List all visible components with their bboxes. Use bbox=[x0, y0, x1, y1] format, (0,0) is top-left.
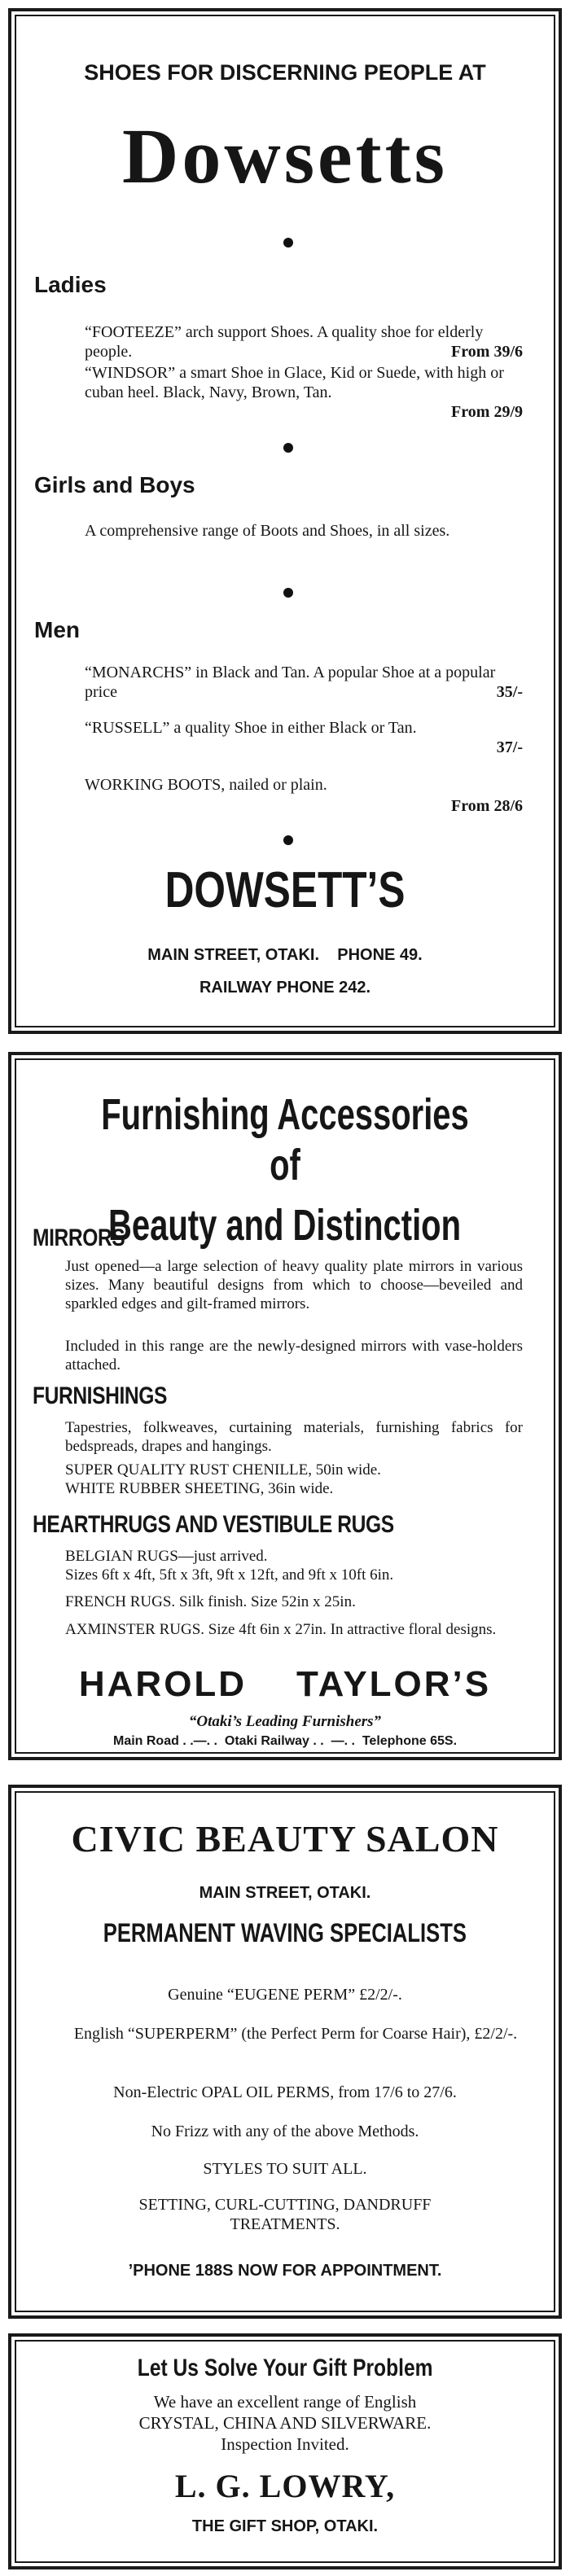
salon-phone: ’PHONE 188S NOW FOR APPOINTMENT. bbox=[128, 2262, 442, 2280]
furnishings-heading: FURNISHINGS bbox=[33, 1382, 167, 1409]
men-item-russell bbox=[85, 718, 523, 757]
taylors-title-line1: Furnishing Accessories of bbox=[101, 1090, 469, 1189]
mirrors-text-1: Just opened—a large selection of heavy quality plate mirrors in various sizes. Many beautiful designs from which to choose—beveiled and sparkled edges and gilt-framed mirrors. bbox=[65, 1258, 523, 1312]
furnishings-text-1: Tapestries, folkweaves, curtaining materials, furnishing fabrics for bedspreads, drapes and hangings. bbox=[65, 1419, 523, 1455]
lowry-shop: THE GIFT SHOP, OTAKI. bbox=[191, 2517, 379, 2535]
bullet-icon bbox=[283, 835, 293, 845]
working-boots-price: From 28/6 bbox=[451, 797, 523, 815]
lowry-line-3: Inspection Invited. bbox=[221, 2434, 349, 2454]
salon-line-2: English “SUPERPERM” (the Perfect Perm for Coarse Hair), £2/2/-. bbox=[73, 2025, 518, 2043]
salon-line-6: SETTING, CURL-CUTTING, DANDRUFF TREATMENTS. bbox=[138, 2196, 432, 2233]
dowsetts-railway: RAILWAY PHONE 242. bbox=[199, 979, 371, 997]
russell-price: 37/- bbox=[496, 738, 523, 756]
salon-line-1: Genuine “EUGENE PERM” £2/2/-. bbox=[168, 1986, 402, 2004]
mirrors-heading: MIRRORS bbox=[33, 1224, 125, 1251]
bullet-icon bbox=[283, 588, 293, 598]
dowsetts-address: MAIN STREET, OTAKI. PHONE 49. bbox=[147, 946, 423, 964]
girls-boys-heading: Girls and Boys bbox=[34, 472, 195, 497]
furnishings-text-3: WHITE RUBBER SHEETING, 36in wide. bbox=[65, 1480, 334, 1497]
russell-text: “RUSSELL” a quality Shoe in either Black or Tan. bbox=[85, 719, 417, 737]
men-heading: Men bbox=[34, 617, 80, 642]
salon-line-3: Non-Electric OPAL OIL PERMS, from 17/6 to 27/6. bbox=[113, 2083, 457, 2101]
monarchs-price: 35/- bbox=[496, 683, 523, 701]
lowry-ad bbox=[8, 2333, 562, 2569]
taylors-tagline: “Otaki’s Leading Furnishers” bbox=[188, 1713, 382, 1730]
bullet-icon bbox=[283, 443, 293, 453]
ladies-heading: Ladies bbox=[34, 272, 107, 297]
ladies-item-footeeze bbox=[85, 322, 523, 361]
salon-address: MAIN STREET, OTAKI. bbox=[199, 1884, 371, 1902]
windsor-text: “WINDSOR” a smart Shoe in Glace, Kid or Suede, with high or cuban heel. Black, Navy, Brown, Tan. bbox=[85, 364, 504, 401]
lowry-line-2: CRYSTAL, CHINA AND SILVERWARE. bbox=[138, 2413, 432, 2433]
rugs-text-2: Sizes 6ft x 4ft, 5ft x 3ft, 9ft x 12ft, and 9ft x 10ft 6in. bbox=[65, 1566, 394, 1584]
ladies-item-windsor bbox=[85, 363, 523, 422]
salon-specialists bbox=[11, 1918, 559, 1948]
mirrors-text-2: Included in this range are the newly-designed mirrors with vase-holders attached. bbox=[65, 1338, 523, 1373]
men-item-monarchs bbox=[85, 663, 523, 702]
working-boots-text: WORKING BOOTS, nailed or plain. bbox=[85, 776, 327, 794]
salon-title: CIVIC BEAUTY SALON bbox=[71, 1818, 499, 1860]
taylors-title-line2: Beauty and Distinction bbox=[108, 1201, 462, 1250]
salon-specialists-text: PERMANENT WAVING SPECIALISTS bbox=[103, 1918, 467, 1947]
furnishings-text-2: SUPER QUALITY RUST CHENILLE, 50in wide. bbox=[65, 1461, 381, 1479]
salon-line-4: No Frizz with any of the above Methods. bbox=[151, 2123, 419, 2140]
girls-boys-text: A comprehensive range of Boots and Shoes, in all sizes. bbox=[85, 522, 450, 540]
rugs-text-4: AXMINSTER RUGS. Size 4ft 6in x 27in. In attractive floral designs. bbox=[65, 1621, 497, 1638]
dowsetts-company-text: DOWSETT’S bbox=[164, 862, 406, 918]
dowsetts-company bbox=[11, 860, 559, 922]
lowry-line-1: We have an excellent range of English bbox=[153, 2392, 417, 2412]
rugs-text-3: FRENCH RUGS. Silk finish. Size 52in x 25in. bbox=[65, 1593, 356, 1610]
rugs-text-1: BELGIAN RUGS—just arrived. bbox=[65, 1548, 268, 1565]
lowry-name: L. G. LOWRY, bbox=[174, 2468, 396, 2504]
monarchs-text: “MONARCHS” in Black and Tan. A popular Shoe at a popular price bbox=[85, 664, 496, 701]
taylors-company: HAROLD TAYLOR’S bbox=[78, 1664, 492, 1704]
footeeze-text: “FOOTEEZE” arch support Shoes. A quality shoe for elderly people. bbox=[85, 323, 484, 361]
footeeze-price: From 39/6 bbox=[451, 343, 523, 361]
salon-ad bbox=[8, 1785, 562, 2319]
salon-line-5: STYLES TO SUIT ALL. bbox=[203, 2160, 367, 2178]
dowsetts-brand: Dowsetts bbox=[122, 112, 448, 199]
lowry-title-text: Let Us Solve Your Gift Problem bbox=[137, 2355, 433, 2381]
taylors-footer: Main Road . .—. . Otaki Railway . . —. . Telephone 65S. bbox=[112, 1734, 458, 1748]
windsor-price: From 29/9 bbox=[451, 403, 523, 421]
bullet-icon bbox=[283, 238, 293, 248]
dowsetts-ad bbox=[8, 8, 562, 1034]
dowsetts-intro: SHOES FOR DISCERNING PEOPLE AT bbox=[84, 60, 486, 85]
taylors-ad bbox=[8, 1052, 562, 1760]
men-item-working-boots bbox=[85, 775, 523, 816]
lowry-title bbox=[11, 2355, 559, 2382]
rugs-heading: HEARTHRUGS AND VESTIBULE RUGS bbox=[33, 1511, 394, 1538]
